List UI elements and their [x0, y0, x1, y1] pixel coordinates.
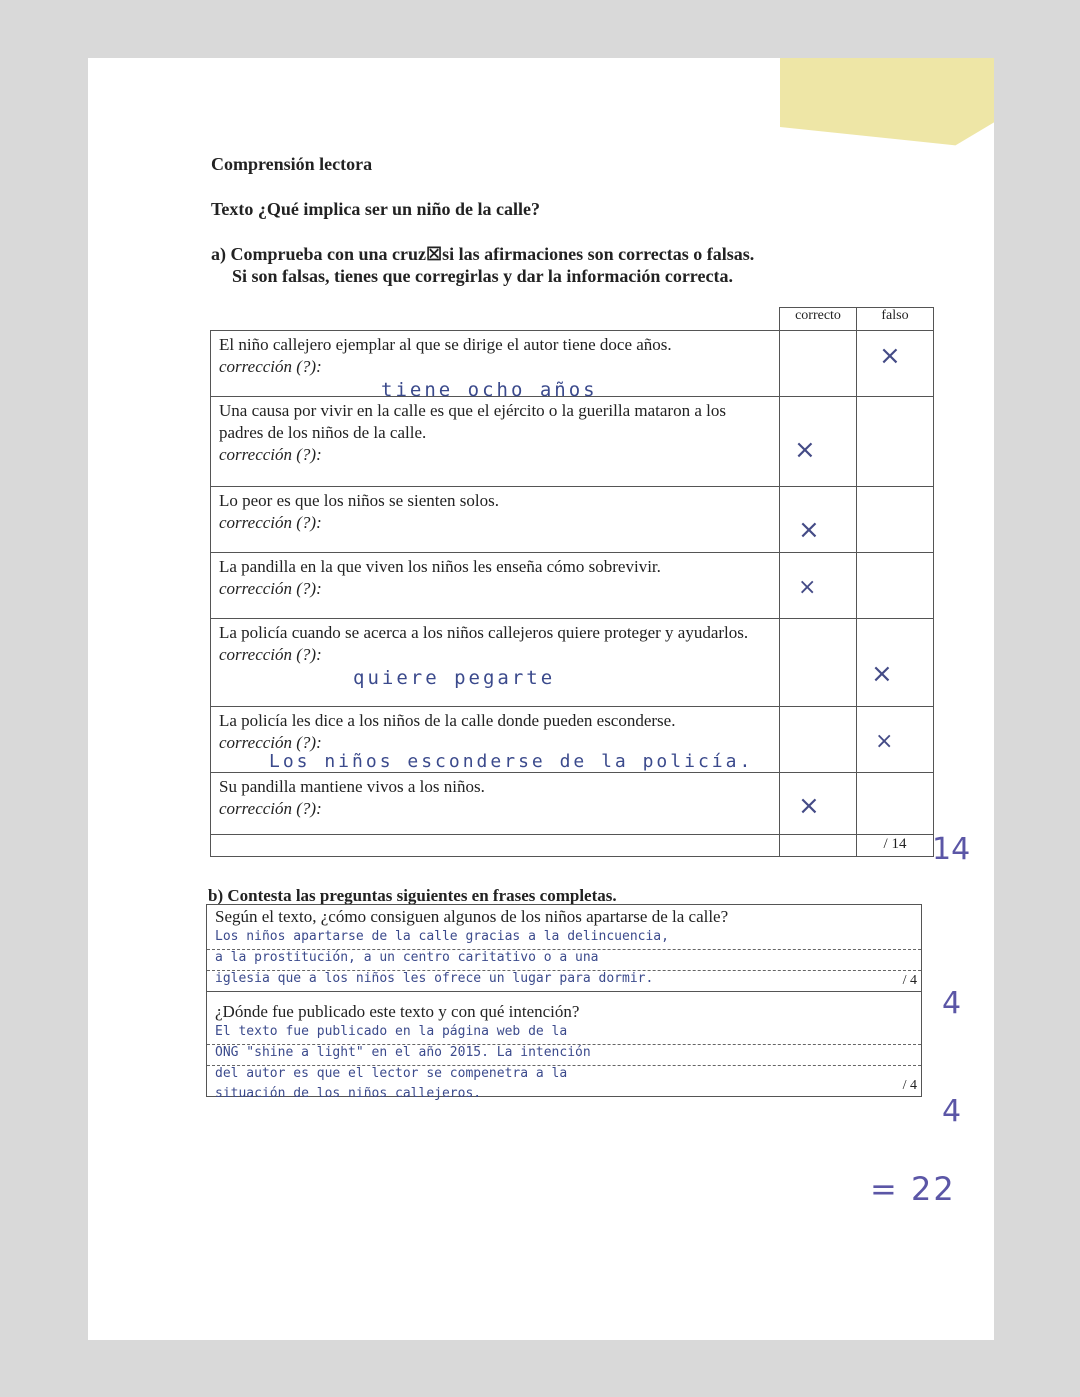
answer-line: El texto fue publicado en la página web de la [207, 1024, 921, 1045]
question-block [207, 992, 921, 1101]
instruction-a-line2: Si son falsas, tienes que corregirlas y dar la información correcta. [232, 266, 733, 286]
header-false: falso [857, 308, 934, 331]
answer-line: del autor es que el lector se compenetra a la [215, 1066, 568, 1081]
answer-line: situación de los niños callejeros. [215, 1086, 482, 1101]
table-row [211, 619, 934, 707]
cross-mark: × [794, 435, 816, 465]
question-total: / 4 [902, 1078, 917, 1093]
handwritten-correction: Los niños esconderse de la policía. [269, 751, 754, 772]
correction-label: corrección (?): [219, 445, 322, 464]
checkbox-correct[interactable] [780, 553, 857, 619]
statement-text: La policía les dice a los niños de la calle donde pueden esconderse. [219, 711, 676, 730]
statement-text: La policía cuando se acerca a los niños callejeros quiere proteger y ayudarlos. [219, 623, 749, 642]
checkbox-false[interactable] [857, 331, 934, 397]
statement-text: El niño callejero ejemplar al que se dirige el autor tiene doce años. [219, 335, 672, 354]
question-total: / 4 [902, 973, 917, 988]
table-row [211, 707, 934, 773]
handwritten-correction: tiene ocho años [381, 379, 598, 401]
cross-mark: × [871, 659, 893, 689]
section-b-heading: b) Contesta las preguntas siguientes en frases completas. [208, 886, 617, 905]
checkbox-false[interactable] [857, 397, 934, 487]
checkbox-false[interactable] [857, 707, 934, 773]
q1-grade: 4 [942, 986, 962, 1021]
text-title: Texto ¿Qué implica ser un niño de la calle? [211, 199, 541, 219]
cross-mark: × [875, 729, 894, 754]
table-row [211, 553, 934, 619]
checkbox-correct[interactable] [780, 397, 857, 487]
statement-text: La pandilla en la que viven los niños les enseña cómo sobrevivir. [219, 557, 661, 576]
handwritten-correction: quiere pegarte [353, 667, 556, 689]
statement-text: Su pandilla mantiene vivos a los niños. [219, 777, 485, 796]
answer-line: a la prostitución, a un centro caritativo o a una [207, 950, 921, 971]
question-text: Según el texto, ¿cómo consiguen algunos de los niños apartarse de la calle? [215, 907, 729, 926]
correction-label: corrección (?): [219, 579, 322, 598]
final-grade: = 22 [870, 1170, 956, 1208]
section-b-box [206, 904, 922, 1101]
cross-mark: × [798, 575, 817, 600]
checkbox-correct[interactable] [780, 619, 857, 707]
checkbox-correct[interactable] [780, 773, 857, 835]
cross-mark: × [798, 515, 820, 545]
answer-line: Los niños apartarse de la calle gracias a la delincuencia, [207, 929, 921, 950]
question-block [207, 905, 921, 992]
checkbox-false[interactable] [857, 619, 934, 707]
checkbox-correct[interactable] [780, 707, 857, 773]
correction-label: corrección (?): [219, 799, 322, 818]
cross-mark: × [798, 791, 820, 821]
table-total: / 14 [857, 835, 934, 857]
checkbox-false[interactable] [857, 553, 934, 619]
q2-grade: 4 [942, 1094, 962, 1129]
table-grade: 14 [932, 832, 971, 867]
answer-line: iglesia que a los niños les ofrece un lugar para dormir. [215, 971, 654, 986]
answer-line: ONG "shine a light" en el año 2015. La intención [207, 1045, 921, 1066]
correction-label: corrección (?): [219, 645, 322, 664]
instruction-a-line1: a) Comprueba con una cruz☒si las afirmaciones son correctas o falsas. [211, 244, 755, 264]
checkbox-false[interactable] [857, 487, 934, 553]
statement-text: Una causa por vivir en la calle es que el ejército o la guerilla mataron a los padres de los niños de la calle. [219, 401, 726, 442]
statement-text: Lo peor es que los niños se sienten solos. [219, 491, 499, 510]
table-row [211, 487, 934, 553]
table-row [211, 773, 934, 835]
correction-label: corrección (?): [219, 733, 322, 752]
header-correct: correcto [780, 308, 857, 331]
checkbox-correct[interactable] [780, 331, 857, 397]
table-total-row [211, 835, 934, 857]
checkbox-false[interactable] [857, 773, 934, 835]
checkbox-correct[interactable] [780, 487, 857, 553]
correction-label: corrección (?): [219, 357, 322, 376]
cross-mark: × [879, 341, 901, 371]
correction-label: corrección (?): [219, 513, 322, 532]
question-text: ¿Dónde fue publicado este texto y con qué intención? [215, 1002, 580, 1021]
true-false-table [210, 307, 934, 857]
table-row [211, 397, 934, 487]
page-title: Comprensión lectora [211, 154, 373, 174]
table-row [211, 331, 934, 397]
